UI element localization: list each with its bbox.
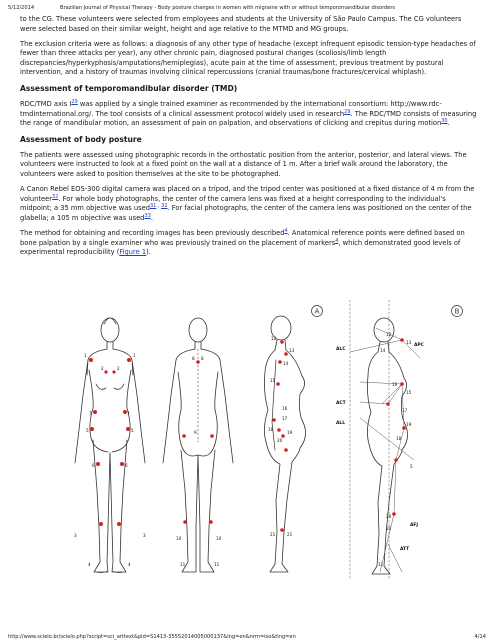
- ref-link-4[interactable]: 4: [335, 237, 339, 244]
- marker-label: 2: [101, 366, 104, 371]
- marker-dot: [272, 418, 276, 422]
- marker-label: 5: [410, 464, 413, 469]
- marker-dot: [120, 462, 124, 466]
- figure-1-link[interactable]: Figure 1: [119, 248, 147, 257]
- marker-label: 18: [268, 427, 274, 432]
- marker-dot: [183, 520, 187, 524]
- marker-label: 5: [131, 428, 134, 433]
- ref-link-30[interactable]: 30: [441, 118, 448, 125]
- marker-label: 16: [392, 382, 398, 387]
- marker-label: 19: [406, 422, 412, 427]
- marker-label: 1: [84, 353, 87, 358]
- marker-dot: [210, 434, 214, 438]
- marker-label: 10: [216, 536, 222, 541]
- marker-dot: [90, 427, 94, 431]
- marker-dot: [99, 522, 103, 526]
- marker-label: 12: [386, 332, 392, 337]
- marker-dot: [127, 358, 131, 362]
- marker-label: 18: [396, 436, 402, 441]
- marker-label: 21: [270, 532, 276, 537]
- marker-dot: [284, 352, 288, 356]
- marker-label: 6: [92, 463, 95, 468]
- article-body: [20, 15, 478, 263]
- ref-separator: ,: [156, 203, 162, 210]
- angle-label-alc: ALC: [336, 347, 346, 352]
- marker-dot: [394, 458, 398, 462]
- marker-label: 15: [270, 378, 276, 383]
- marker-label: 3: [143, 533, 146, 538]
- angle-label-act: ACT: [336, 401, 346, 406]
- marker-dot: [112, 370, 115, 373]
- marker-dot: [280, 528, 284, 532]
- marker-label: 8: [192, 356, 195, 361]
- marker-dot: [277, 428, 281, 432]
- paragraph-rdc-tmd: [20, 100, 478, 129]
- ref-link-33[interactable]: 33: [144, 212, 151, 219]
- marker-label: 7: [89, 411, 92, 416]
- marker-dot: [196, 360, 200, 364]
- marker-label: 7: [127, 411, 130, 416]
- heading-body-posture: Assessment of body posture: [20, 134, 142, 144]
- marker-dot: [89, 358, 93, 362]
- text-run: .: [150, 213, 153, 222]
- paragraph-exclusion-criteria: The exclusion criteria were as follows: a diagnosis of any other type of headache (except infrequent episodic tension-type headaches of fewer than three attacks per year), any other chronic pain, diagnosed postural changes (scoliosis/limb length discrepancies/hyperkyphosis/amputations/hemiplegias), acute pain at the time of assessment, previous treatment by postural intervention, and a history of traumas involving clinical repercussions (cranial traumas/bone fractures/cervical whiplash).: [20, 39, 476, 77]
- text-run: ).: [146, 248, 151, 257]
- ref-link-29[interactable]: 29: [71, 99, 78, 106]
- marker-dot: [386, 402, 390, 406]
- page-url: http://www.scielo.br/scielo.php?script=sci_arttext&pid=S1413-35552014005000137&lng=en&nrm=iso&tlng=en: [8, 634, 296, 640]
- page-number: 4/14: [474, 634, 486, 640]
- paragraph-control-group: to the CG. These volunteers were selected from employees and students at the University of São Paulo Campus. The CG volunteers were selected based on their similar weight, height and age relative to the MTMD and MG groups.: [20, 15, 462, 33]
- marker-label: 16: [282, 406, 288, 411]
- marker-label: 15: [406, 390, 412, 395]
- marker-label: 20: [386, 514, 392, 519]
- marker-label: 4: [88, 562, 91, 567]
- text-run: was applied by a single trained examiner as recommended by the international consortium: http://www.rdc-tmdinternational.org/. The tool consists of a clinical assessment protocol widely used in research: [20, 100, 442, 118]
- marker-label: 6: [125, 463, 128, 468]
- marker-label: 19: [287, 430, 293, 435]
- print-date: 5/12/2014: [8, 5, 35, 11]
- marker-dot: [93, 410, 97, 414]
- marker-label: 11: [214, 562, 220, 567]
- marker-label: 21: [287, 532, 293, 537]
- print-title: Brazilian Journal of Physical Therapy - Body posture changes in women with migraine with or without temporomandibular disorders: [60, 5, 396, 11]
- marker-label: 3: [74, 533, 77, 538]
- marker-label: 17: [282, 416, 288, 421]
- marker-dot: [209, 520, 213, 524]
- marker-label: 20: [277, 438, 283, 443]
- text-run: , which demonstrated good levels of experimental reproducibility (: [20, 238, 461, 257]
- marker-dot: [126, 427, 130, 431]
- marker-dot: [96, 462, 100, 466]
- heading-tmd: Assessment of temporomandibular disorder (TMD): [20, 84, 238, 94]
- angle-label-all: ALL: [336, 421, 345, 426]
- angle-label-afj: AFJ: [410, 523, 419, 528]
- marker-dot: [104, 370, 107, 373]
- marker-dot: [284, 448, 288, 452]
- text-run: . The RDC/TMD consists of measuring the range of mandibular motion, an assessment of pain on palpation, and observations of clicking and crepitus during motion: [20, 109, 477, 128]
- text-run: A Canon Rebel EOS-300 digital camera was placed on a tripod, and the tripod center was positioned at a fixed distance of 4 m from the volunteer: [20, 185, 475, 203]
- figure-1-illustration: [30, 300, 468, 590]
- marker-label: 8: [201, 356, 204, 361]
- back-view-body: [163, 318, 233, 572]
- ref-link-29[interactable]: 29: [344, 108, 351, 115]
- marker-label: 12: [271, 336, 277, 341]
- text-run: RDC/TMD axis I: [20, 100, 72, 109]
- marker-dot: [117, 522, 121, 526]
- ref-link-4[interactable]: 4: [284, 228, 288, 234]
- figure-1: [30, 300, 468, 590]
- marker-dot: [400, 382, 404, 386]
- text-run: . For facial photographs, the center of the camera lens was positioned on the center of the glabella; a 105 m objective was used: [20, 204, 472, 222]
- angle-label-apc: APC: [414, 343, 424, 348]
- paragraph-markers-method: [20, 229, 478, 258]
- marker-dot: [278, 360, 282, 364]
- marker-label: 4: [128, 562, 131, 567]
- panel-label-b: B: [454, 307, 460, 316]
- marker-dots: [89, 338, 406, 532]
- angle-label-att: ATT: [400, 547, 410, 552]
- panel-label-a: A: [314, 307, 320, 316]
- text-run: . For whole body photographs, the center of the camera lens was fixed at a height corresponding to the individual's midpoint; a 35 mm objective was used: [20, 194, 446, 213]
- marker-label: 13: [289, 348, 295, 353]
- ref-link-32[interactable]: 32: [52, 193, 59, 200]
- marker-dot: [400, 338, 404, 342]
- marker-label: 21: [386, 526, 392, 531]
- marker-dot: [276, 382, 280, 386]
- marker-label: 14: [283, 361, 289, 366]
- marker-label: 2: [117, 366, 120, 371]
- marker-label: 11: [180, 562, 186, 567]
- marker-label: 10: [176, 536, 182, 541]
- text-run: . Anatomical reference points were defined based on bone palpation by a single examiner who was previously trained on the placement of markers: [20, 229, 465, 247]
- marker-label: 17: [402, 408, 408, 413]
- marker-label: 9: [194, 430, 197, 435]
- paragraph-camera-setup: [20, 185, 478, 223]
- marker-label: 11: [378, 562, 384, 567]
- paragraph-photographic-records: The patients were assessed using photographic records in the orthostatic position from the anterior, posterior, and lateral views. The volunteers were instructed to look at a fixed point on the wall at a distance of 1 m. After a brief walk around the laboratory, the volunteers were asked to position themselves at the site to be photographed.: [20, 150, 467, 179]
- text-run: .: [447, 119, 450, 128]
- ref-link-31[interactable]: 31: [150, 203, 157, 210]
- marker-label: 13: [406, 340, 412, 345]
- ref-link-32[interactable]: 32: [161, 203, 168, 210]
- marker-dot: [280, 340, 284, 344]
- marker-label: 5: [86, 428, 89, 433]
- marker-label: 14: [380, 348, 386, 353]
- marker-dot: [392, 512, 396, 516]
- marker-dot: [182, 434, 186, 438]
- marker-label: 1: [133, 353, 136, 358]
- text-run: The method for obtaining and recording images has been previously described: [20, 229, 285, 237]
